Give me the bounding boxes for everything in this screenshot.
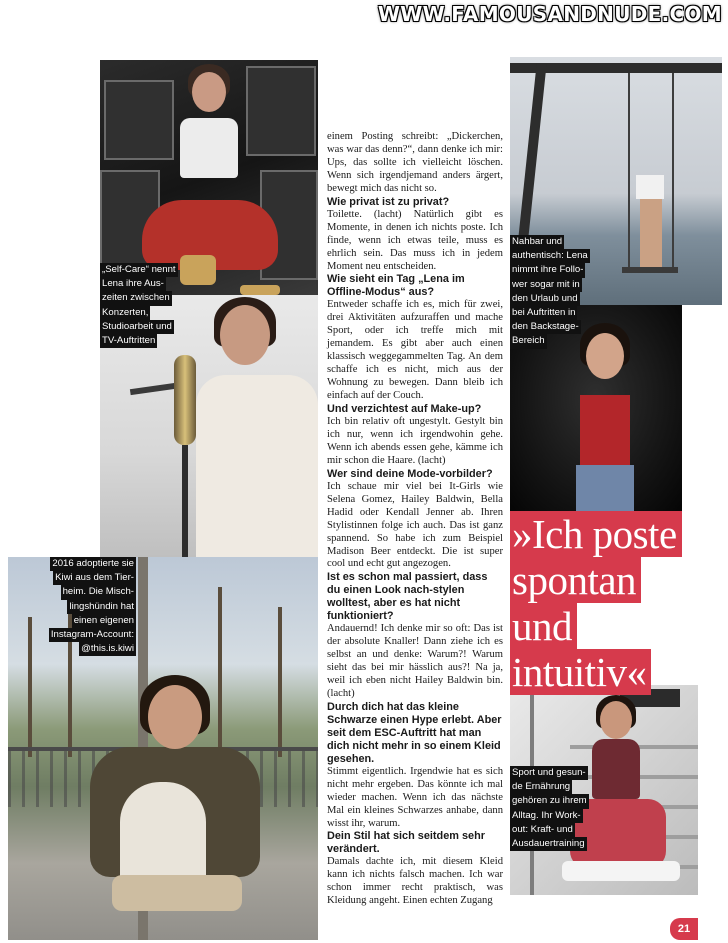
caption-line: den Urlaub und bbox=[510, 292, 580, 306]
watermark-text: WWW.FAMOUSANDNUDE.COM bbox=[377, 2, 722, 26]
caption-nahbar bbox=[510, 235, 590, 349]
caption-line: einen eigenen bbox=[72, 614, 136, 628]
caption-line: „Self-Care“ nennt bbox=[100, 263, 178, 277]
pull-quote-line: spontan bbox=[510, 557, 641, 603]
caption-line: Nahbar und bbox=[510, 235, 564, 249]
interview-question: Dein Stil hat sich seitdem sehr verändert. bbox=[327, 830, 485, 856]
interview-question: Wie sieht ein Tag „Lena im Offline-Modus“ aus? bbox=[327, 273, 465, 299]
page-number: 21 bbox=[670, 918, 698, 940]
interview-question: Ist es schon mal passiert, dass du einen Look nach-stylen wolltest, aber es hat nicht funktioniert? bbox=[327, 571, 488, 623]
article-paragraph: Toilette. (lacht) Natürlich gibt es Momente, in denen ich nichts poste. Ich finde, wenn ich etwas teile, muss es ehrlich sein. Das muss ich in jedem Moment neu entscheiden. bbox=[327, 208, 503, 272]
interview-question: Wie privat ist zu privat? bbox=[327, 195, 450, 208]
article-paragraph: Entweder schaffe ich es, mich für zwei, drei Aktivitäten aufzuraffen und mache Sport, oder ich treffe mich mit jemandem. Es gibt aber auch einen klassisch weggegammelten Tag. An dem schaffe ich es nicht, mich aus der Wohnung zu bewegen. Dann bleib ich einfach auf der Couch. bbox=[327, 299, 503, 402]
caption-sport bbox=[510, 766, 589, 851]
caption-line: out: Kraft- und bbox=[510, 823, 575, 837]
caption-kiwi bbox=[12, 557, 136, 656]
caption-line: Kiwi aus dem Tier- bbox=[53, 571, 136, 585]
article-paragraph: Andauernd! Ich denke mir so oft: Das ist der absolute Knaller! Dann ziehe ich es selbst an und denke: Warum?! Warum sieht das bei mir hässlich aus?! Na ja, weil ich eben nicht Hailey Baldwin bin. (lacht) bbox=[327, 623, 503, 699]
caption-line: Konzerten, bbox=[100, 306, 150, 320]
article-body bbox=[327, 131, 503, 908]
article-paragraph: Stimmt eigentlich. Irgendwie hat es sich nicht mehr ergeben. Das könnte ich mal wieder machen. Wenn ich das nächste Mal ein kleines Schwarzes anhabe, dann wisst ihr, warum. bbox=[327, 765, 503, 829]
article-paragraph: Ich bin relativ oft ungestylt. Gestylt bin ich nur, wenn ich irgendwohin gehe. Wenn ich abends essen gehe, kämme ich mir schon die Haare. (lacht) bbox=[327, 415, 503, 466]
pull-quote-line: intuitiv« bbox=[510, 649, 651, 695]
caption-line: lingshündin hat bbox=[67, 600, 136, 614]
interview-question: Durch dich hat das kleine Schwarze einen Hype erlebt. Aber seit dem ESC-Auftritt hat man dich nicht mehr in so einem Kleid gesehen. bbox=[327, 700, 502, 765]
caption-line: Instagram-Account: bbox=[49, 628, 136, 642]
article-paragraph: Ich schaue mir viel bei It-Girls wie Selena Gomez, Hailey Baldwin, Bella Hadid oder Kendall Jenner ab. Ihren Stylistinnen folge ich auch. Das ist ganz spannend. So habe ich zum Beispiel Madison Beer entdeckt. Die ist super cool und echt gut angezogen. bbox=[327, 480, 503, 570]
caption-line: heim. Die Misch- bbox=[61, 585, 136, 599]
article-paragraph: einem Posting schreibt: „Dickerchen, was war das denn?“, dann denke ich mir: Ups, das sollte ich vielleicht löschen. Wenn sich irgendjemand anders ärgert, bewegt mich das nicht so. bbox=[327, 131, 503, 194]
pull-quote-line: »Ich poste bbox=[510, 511, 682, 557]
caption-line: 2016 adoptierte sie bbox=[50, 557, 136, 571]
caption-line: Lena ihre Aus- bbox=[100, 277, 166, 291]
caption-line: de Ernährung bbox=[510, 780, 572, 794]
caption-line: bei Auftritten in bbox=[510, 306, 577, 320]
caption-line: den Backstage- bbox=[510, 320, 581, 334]
caption-line: TV-Auftritten bbox=[100, 334, 157, 348]
caption-line: Bereich bbox=[510, 334, 547, 348]
caption-self-care bbox=[100, 263, 178, 348]
caption-line: nimmt ihre Follo- bbox=[510, 263, 585, 277]
article-paragraph: Damals dachte ich, mit diesem Kleid kann ich nichts falsch machen. Ich war schon immer recht praktisch, was Kleidung angeht. Einen echten Zugang bbox=[327, 856, 503, 907]
caption-line: @this.is.kiwi bbox=[79, 642, 136, 656]
interview-question: Wer sind deine Mode-vorbilder? bbox=[327, 467, 493, 480]
pull-quote bbox=[510, 511, 724, 695]
photo-meditation-stage bbox=[100, 60, 318, 295]
caption-line: Alltag. Ihr Work- bbox=[510, 809, 583, 823]
caption-line: authentisch: Lena bbox=[510, 249, 590, 263]
caption-line: zeiten zwischen bbox=[100, 291, 172, 305]
pull-quote-line: und bbox=[510, 603, 577, 649]
caption-line: Studioarbeit und bbox=[100, 320, 174, 334]
caption-line: Sport und gesun- bbox=[510, 766, 588, 780]
caption-line: Ausdauertraining bbox=[510, 837, 587, 851]
interview-question: Und verzichtest auf Make-up? bbox=[327, 403, 482, 416]
caption-line: gehören zu ihrem bbox=[510, 794, 589, 808]
caption-line: wer sogar mit in bbox=[510, 278, 582, 292]
